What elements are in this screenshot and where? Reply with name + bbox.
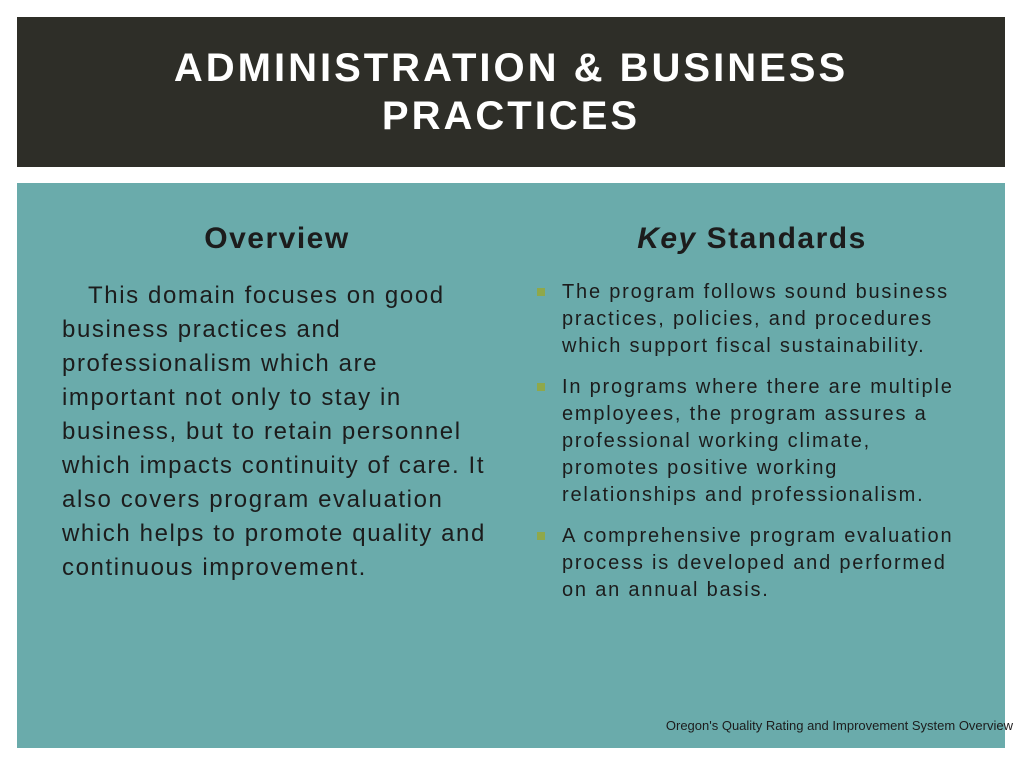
slide-title: ADMINISTRATION & BUSINESS PRACTICES <box>173 46 849 138</box>
list-item <box>537 374 967 509</box>
title-bar <box>17 17 1005 167</box>
square-bullet-icon <box>537 288 545 296</box>
list-item-text: The program follows sound business practices, policies, and procedures which support fiscal sustainability. <box>562 281 949 357</box>
standards-column <box>537 219 967 618</box>
overview-heading: Overview <box>204 222 350 255</box>
square-bullet-icon <box>537 383 545 391</box>
overview-column <box>62 219 492 585</box>
standards-list <box>537 279 967 604</box>
list-item-text: In programs where there are multiple employees, the program assures a professional working climate, promotes positive working relationships and professionalism. <box>562 376 954 506</box>
content-panel <box>17 183 1005 748</box>
standards-heading-rest: Standards <box>696 222 867 255</box>
list-item <box>537 279 967 360</box>
square-bullet-icon <box>537 532 545 540</box>
overview-text: This domain focuses on good business practices and professionalism which are important not only to stay in business, but to retain personnel which impacts continuity of care. It also covers program evaluation which helps to promote quality and continuous improvement. <box>62 282 486 581</box>
slide-footer: Oregon's Quality Rating and Improvement System Overview <box>665 718 1013 733</box>
standards-heading-key: Key <box>637 222 697 255</box>
list-item <box>537 523 967 604</box>
list-item-text: A comprehensive program evaluation process is developed and performed on an annual basis. <box>562 525 954 601</box>
standards-heading <box>537 219 967 259</box>
